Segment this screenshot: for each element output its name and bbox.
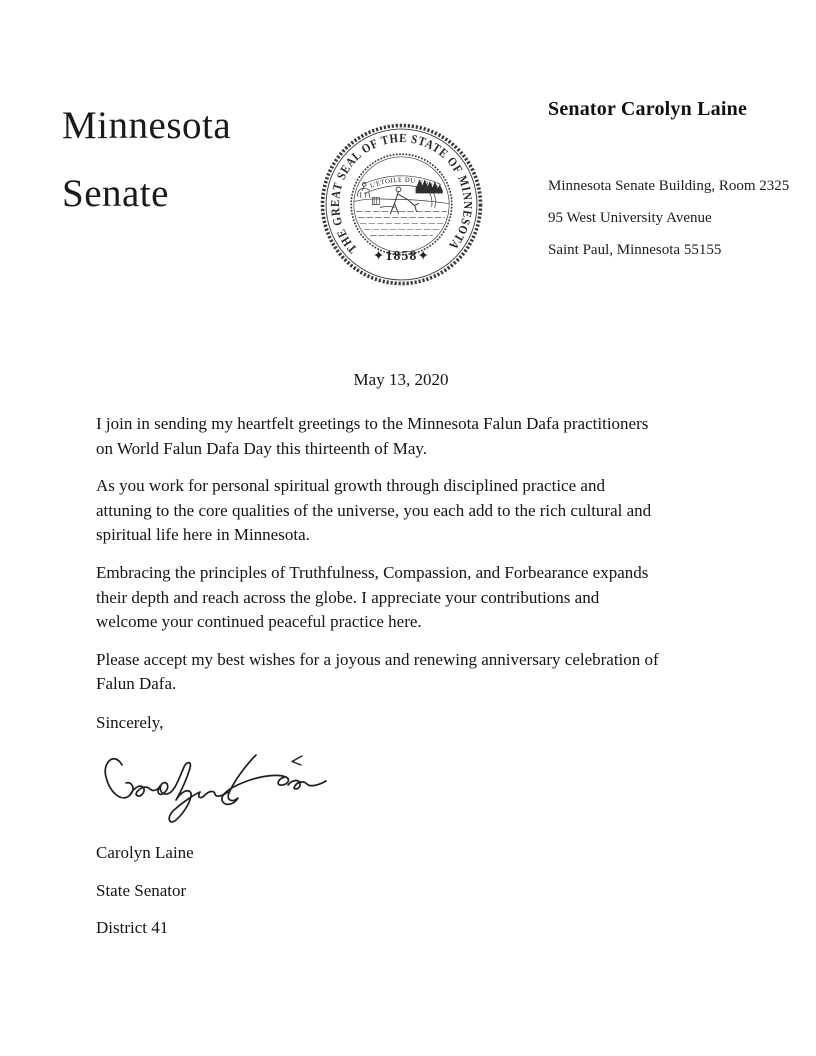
- paragraph-line: attuning to the core qualities of the universe, you each add to the rich cultural and: [96, 500, 652, 520]
- paragraph-3: [96, 561, 724, 635]
- paragraph-line: welcome your continued peaceful practice here.: [96, 612, 422, 632]
- paragraph-line: Falun Dafa.: [96, 674, 177, 694]
- org-title: [62, 92, 231, 228]
- paragraph-2: [96, 474, 724, 548]
- sender-address-line3: Saint Paul, Minnesota 55155: [548, 242, 722, 258]
- paragraph-line: on World Falun Dafa Day this thirteenth of May.: [96, 438, 428, 458]
- seal-year-text: ✦1858✦: [372, 247, 431, 263]
- signature-strokes: [105, 755, 326, 822]
- handwritten-signature-carolyn-laine: [96, 743, 346, 835]
- paragraph-line: their depth and reach across the globe. I appreciate your contributions and: [96, 587, 600, 607]
- seal-motto-text: L'ETOILE DU NORD: [369, 176, 440, 192]
- paragraph-1: [96, 412, 724, 461]
- sender-address-line1: Minnesota Senate Building, Room 2325: [548, 178, 790, 194]
- minnesota-state-seal-icon: [320, 123, 483, 286]
- paragraph-line: spiritual life here in Minnesota.: [96, 525, 310, 545]
- org-title-line1: Minnesota: [62, 104, 232, 147]
- seal-ring-text: THE GREAT SEAL OF THE STATE OF MINNESOTA: [327, 130, 476, 256]
- letter-date: May 13, 2020: [353, 370, 449, 389]
- paragraph-line: As you work for personal spiritual growth through disciplined practice and: [96, 476, 605, 496]
- paragraph-4: [96, 648, 724, 697]
- org-title-line2: Senate: [62, 172, 169, 215]
- paragraph-line: Embracing the principles of Truthfulness, Compassion, and Forbearance expands: [96, 562, 649, 582]
- paragraph-line: I join in sending my heartfelt greetings to the Minnesota Falun Dafa practitioners: [96, 414, 649, 433]
- sender-name: Senator Carolyn Laine: [548, 98, 748, 120]
- letter-content: [96, 368, 724, 954]
- paragraph-line: Please accept my best wishes for a joyous and renewing anniversary celebration of: [96, 649, 659, 669]
- closing-salutation: Sincerely,: [96, 712, 164, 732]
- signoff-district: District 41: [96, 918, 169, 938]
- signoff-title: State Senator: [96, 880, 187, 900]
- sender-address-line2: 95 West University Avenue: [548, 210, 712, 226]
- signoff-name: Carolyn Laine: [96, 842, 194, 862]
- sender-contact-block: [548, 96, 798, 266]
